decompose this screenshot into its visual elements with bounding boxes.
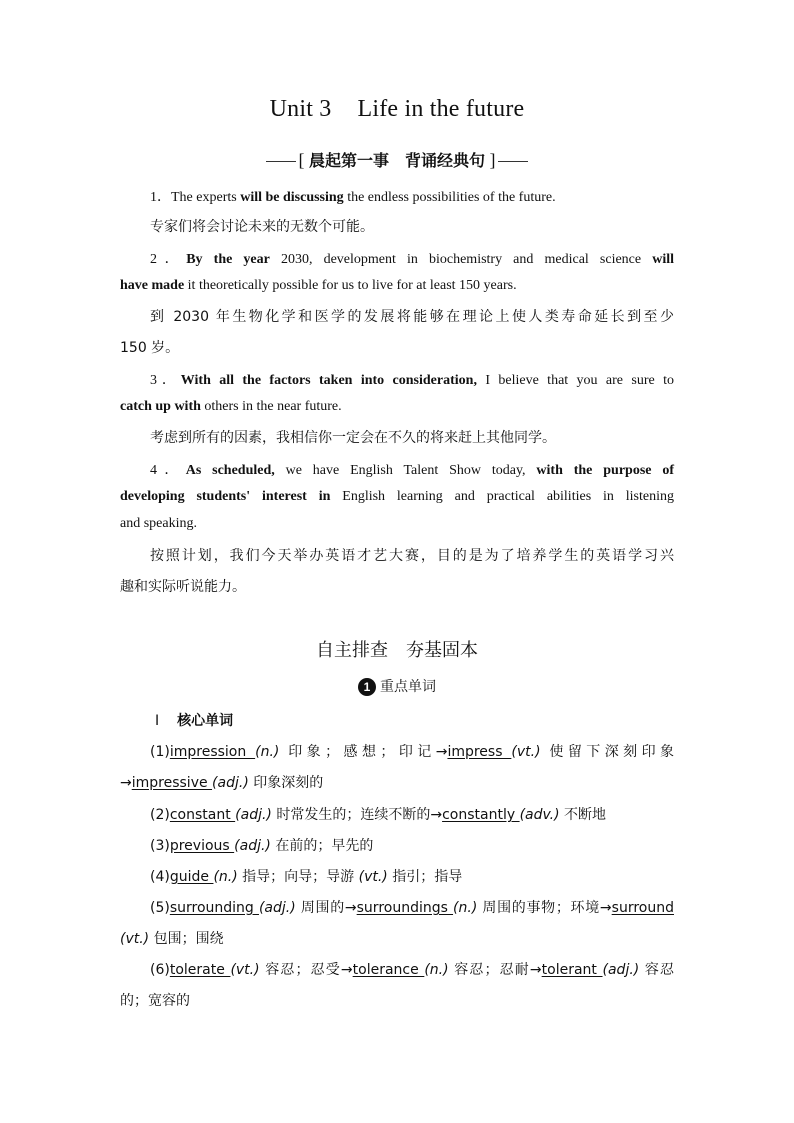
unit-number: Unit 3 — [269, 96, 332, 122]
meaning: 印象；感想；印记→ — [279, 744, 448, 760]
answer-word: tolerant — [541, 962, 603, 978]
part-of-speech: (n.) — [213, 869, 238, 885]
meaning: 指导；向导；导游 — [237, 869, 359, 885]
part-of-speech: (n.) — [255, 744, 280, 760]
sentence-number: 2． — [150, 252, 187, 267]
meaning: 印象深刻的 — [248, 775, 324, 791]
item-number: (5) — [150, 900, 170, 916]
answer-word: tolerate — [169, 962, 231, 978]
item-number: (3) — [150, 838, 170, 854]
meaning: 容忍 — [639, 962, 674, 978]
sentence-4-zh-line2: 趣和实际听说能力。 — [120, 579, 246, 595]
part-of-speech: (adj.) — [602, 962, 640, 978]
vocab-item-6-line2: 的；宽容的 — [120, 993, 190, 1009]
answer-word: guide — [169, 869, 214, 885]
answer-word: surround — [611, 900, 674, 916]
text-segment: English learning and practical abilities in listening — [330, 489, 674, 504]
sentence-1-en — [150, 186, 674, 206]
part-of-speech: (vt.) — [120, 931, 150, 947]
answer-word: tolerance — [352, 962, 425, 978]
key-phrase: developing students' interest in — [120, 489, 331, 504]
meaning: 指引；指导 — [387, 869, 463, 885]
part-of-speech: (n.) — [453, 900, 478, 916]
meaning: 容忍；忍受→ — [259, 962, 353, 978]
answer-word: surroundings — [356, 900, 454, 916]
roman-numeral: Ⅰ — [155, 713, 160, 729]
sentence-number: 1． — [150, 190, 171, 205]
sentence-4-en-line1 — [150, 459, 674, 479]
meaning: 容忍；忍耐→ — [448, 962, 542, 978]
vocab-item-6-line1 — [150, 959, 674, 979]
sentence-3-en-line2 — [120, 399, 674, 415]
sentence-2-zh-line2: 150 岁。 — [120, 340, 180, 356]
text-segment: The experts — [171, 190, 241, 205]
sentence-2-en-line2 — [120, 278, 674, 294]
sentence-number: 3． — [150, 373, 181, 388]
answer-word: constantly — [442, 807, 520, 823]
sentence-4-en-line2 — [120, 489, 674, 505]
text-segment: the endless possibilities of the future. — [343, 190, 556, 205]
subsection-badge — [0, 676, 794, 696]
subsection-label: 重点单词 — [380, 679, 436, 695]
vocab-item-4 — [150, 866, 704, 886]
answer-word: impression — [169, 744, 256, 760]
answer-word: surrounding — [169, 900, 259, 916]
part-of-speech: (vt.) — [230, 962, 260, 978]
text-segment: others in the near future. — [200, 399, 342, 414]
key-phrase: will — [652, 252, 674, 267]
part-of-speech: (n.) — [424, 962, 449, 978]
answer-word: previous — [169, 838, 235, 854]
key-phrase: catch up with — [120, 399, 201, 414]
item-number: (1) — [150, 744, 170, 760]
vocab-item-2 — [150, 804, 704, 824]
item-number: (2) — [150, 807, 170, 823]
number-circle-icon: 1 — [358, 678, 376, 696]
meaning: 周围的事物；环境→ — [477, 900, 612, 916]
part-of-speech: (adv.) — [519, 807, 560, 823]
vocab-item-5-line2 — [120, 928, 674, 948]
unit-topic: Life in the future — [357, 96, 525, 122]
meaning: 包围；围绕 — [149, 931, 224, 947]
vocab-item-3 — [150, 835, 704, 855]
answer-word: impress — [447, 744, 512, 760]
text-segment: it theoretically possible for us to live for at least 150 years. — [184, 278, 517, 293]
answer-word: constant — [169, 807, 236, 823]
sentence-number: 4． — [150, 463, 186, 478]
part-of-speech: (adj.) — [235, 807, 272, 823]
core-words-label: 核心单词 — [177, 713, 234, 729]
vocab-item-5-line1 — [150, 897, 674, 917]
sentence-3-zh: 考虑到所有的因素，我相信你一定会在不久的将来赶上其他同学。 — [150, 430, 556, 446]
part-of-speech: (vt.) — [511, 744, 541, 760]
key-phrase: will be discussing — [240, 190, 344, 205]
key-phrase: With all the factors taken into consideration, — [180, 373, 477, 388]
key-phrase: with the purpose of — [536, 463, 674, 478]
key-phrase: As scheduled, — [185, 463, 275, 478]
vocab-item-1-line2: →impressive (adj.) 印象深刻的 — [120, 775, 324, 791]
banner-text: 晨起第一事 背诵经典句 — [308, 151, 485, 170]
text-segment: 2030, development in biochemistry and medical science — [269, 252, 653, 267]
sentence-4-en-line3: and speaking. — [120, 516, 197, 531]
key-phrase: have made — [120, 278, 185, 293]
meaning: 时常发生的；连续不断的→ — [271, 807, 443, 823]
meaning: 使留下深刻印象 — [540, 744, 675, 760]
meaning: 不断地 — [559, 807, 607, 823]
item-number: (4) — [150, 869, 170, 885]
section-banner: [ 晨起第一事 背诵经典句 ] — [0, 148, 794, 171]
sentence-2-zh-line1: 到 2030 年生物化学和医学的发展将能够在理论上使人类寿命延长到至少 — [150, 309, 674, 325]
text-segment: I believe that you are sure to — [476, 373, 674, 388]
text-segment: we have English Talent Show today, — [274, 463, 537, 478]
answer-word: impressive — [131, 775, 213, 791]
part-of-speech: (adj.) — [212, 775, 249, 791]
sentence-4-zh-line1: 按照计划，我们今天举办英语才艺大赛，目的是为了培养学生的英语学习兴 — [150, 548, 674, 564]
vocab-item-1-line1 — [150, 741, 674, 761]
sentence-2-en-line1 — [150, 248, 674, 268]
part-of-speech: (adj.) — [258, 900, 296, 916]
key-phrase: By the year — [186, 252, 270, 267]
core-words-heading — [155, 710, 709, 730]
sentence-3-en-line1 — [150, 369, 674, 389]
meaning: 周围的→ — [295, 900, 357, 916]
section-heading: 自主排查 夯基固本 — [316, 640, 478, 661]
sentence-1-zh: 专家们将会讨论未来的无数个可能。 — [150, 219, 374, 235]
part-of-speech: (vt.) — [358, 869, 388, 885]
unit-title — [0, 96, 794, 123]
item-number: (6) — [150, 962, 170, 978]
part-of-speech: (adj.) — [234, 838, 271, 854]
meaning: 在前的；早先的 — [270, 838, 374, 854]
